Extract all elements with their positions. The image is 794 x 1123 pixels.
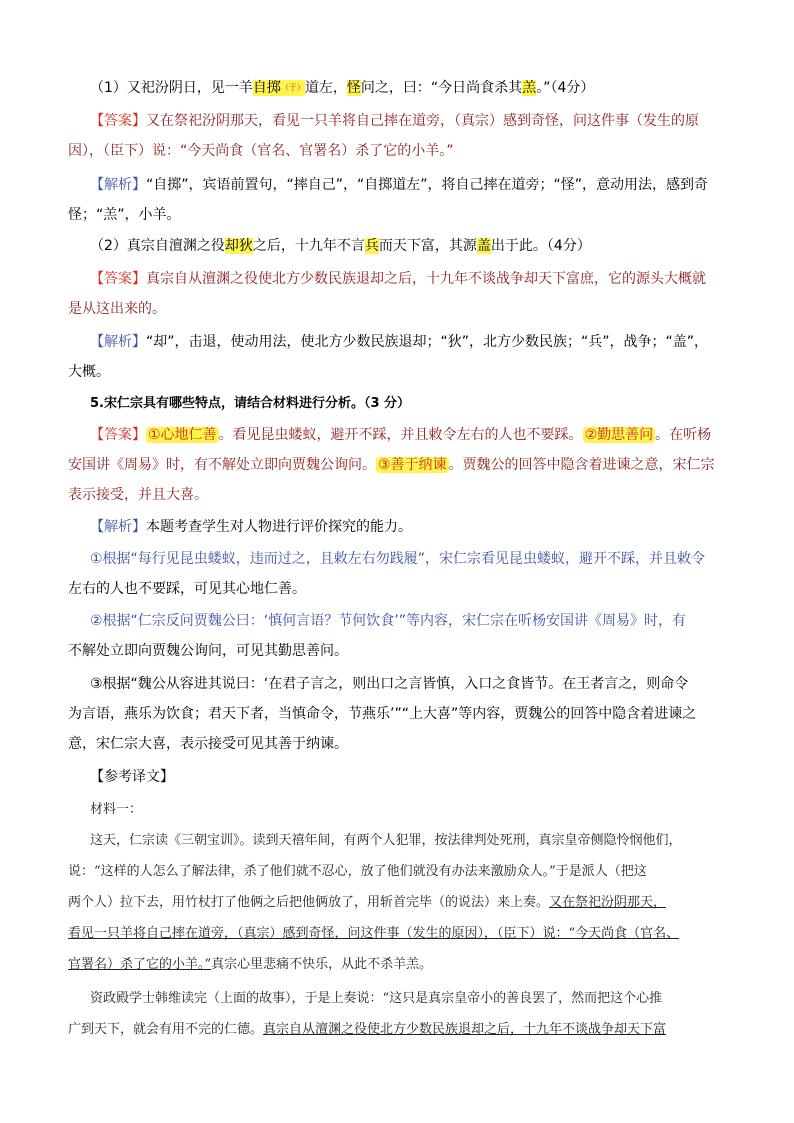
q2-highlight-bing: 兵 (364, 238, 379, 254)
q2-analysis: 【解析】“却”，击退，使动用法，使北方少数民族退却；“狄”，北方少数民族；“兵”，战争；“盖”， (90, 334, 709, 350)
q5-point-1: ①根据“每行见昆虫蝼蚁，违而过之，且敕左右勿践履”，宋仁宗看见昆虫蝼蚁，避开不踩，并且敕令 (90, 551, 706, 567)
q2-answer: 【答案】真宗自从澶渊之役使北方少数民族退却之后，十九年不谈战争却天下富庶，它的源头大概就 (90, 271, 706, 287)
q5-point-2-line2: 不解处立即向贾魏公询问，可见其勤思善问。 (68, 643, 348, 659)
q5-point-3-line2: 为言语，燕乐为饮食；君天下者，当慎命令，节燕乐’”“上大喜”等内容，贾魏公的回答中隐含着进谏之 (68, 706, 697, 722)
q5-point-1-line2: 左右的人也不要踩，可见其心地仁善。 (68, 581, 306, 597)
q1-analysis: 【解析】“自掷”，宾语前置句，“摔自己”，“自掷道左”，将自己摔在道旁；“怪”，意动用法，感到奇 (90, 177, 709, 193)
answer-tag: 【答案】 (90, 113, 146, 129)
analysis-tag: 【解析】 (90, 177, 146, 193)
q5-point-3-line3: 意，宋仁宗大喜，表示接受可见其善于纳谏。 (68, 736, 348, 752)
q1-highlight-gao: 羔 (522, 80, 537, 96)
question-1: （1）又祀汾阴日，见一羊自掷（于）道左，怪问之，曰：“今日尚食杀其羔。”（4分） (90, 80, 595, 96)
q2-highlight-gai: 盖 (476, 238, 491, 254)
translation-line-underlined: 看见一只羊将自己摔在道旁，（真宗）感到奇怪，问这件事（发生的原因），（臣下）说：“今天尚食（官名、 (68, 926, 680, 941)
material-one-label: 材料一： (90, 802, 143, 817)
translation-line: 两个人）拉下去，用竹杖打了他俩之后把他俩放了，用斩首完毕（的说法）来上奏。又在祭祀汾阴那天， (68, 895, 667, 910)
translation-heading: 【参考译文】 (90, 769, 174, 785)
q1-highlight-guai: 怪 (346, 80, 361, 96)
q5-key-3: ③善于纳谏 (378, 457, 447, 473)
question-2: （2）真宗自澶渊之役却狄之后，十九年不言兵而天下富，其源盖出于此。（4分） (90, 238, 591, 254)
q5-point-3: ③根据“魏公从容进其说曰：‘在君子言之，则出口之言皆慎，入口之食皆节。在王者言之，则命令 (90, 676, 689, 692)
q5-analysis: 【解析】本题考查学生对人物进行评价探究的能力。 (90, 519, 412, 535)
q1-analysis-line2: 怪；“羔”，小羊。 (68, 207, 181, 223)
translation-line: 资政殿学士韩维读完（上面的故事），于是上奏说：“这只是真宗皇帝小的善良罢了，然而把这个心推 (90, 991, 663, 1006)
q5-answer-line3: 表示接受，并且大喜。 (68, 487, 208, 503)
q5-answer-line2: 安国讲《周易》时，有不解处立即向贾魏公询问。 ③善于纳谏 。贾魏公的回答中隐含着进谏之意，宋仁宗 (68, 457, 715, 473)
translation-line: 说：“这样的人怎么了解法律，杀了他们就不忍心，放了他们就没有办法来激励众人。”于是派人（把这 (68, 864, 647, 879)
q1-text: （1）又祀汾阴日，见一羊 (90, 80, 253, 96)
translation-line: 官署名）杀了它的小羊。”真宗心里悲痛不快乐，从此不杀羊羔。 (68, 957, 433, 972)
q2-answer-line2: 是从这出来的。 (68, 301, 166, 317)
q1-highlight-zizhi: 自掷（于） (252, 80, 305, 96)
question-5-title: 5.宋仁宗具有哪些特点，请结合材料进行分析。（3 分） (90, 396, 411, 411)
q2-highlight-queди: 却狄 (224, 238, 253, 254)
translation-line: 广到天下，就会有用不完的仁德。真宗自从澶渊之役使北方少数民族退却之后，十九年不谈战争却天下富 (68, 1022, 667, 1037)
q5-key-2: ②勤思善问 (584, 427, 654, 443)
q1-answer-line2: 因），（臣下）说：“今天尚食（官名、官署名）杀了它的小羊。” (68, 143, 454, 159)
q2-analysis-line2: 大概。 (68, 364, 110, 380)
q5-key-1: ①心地仁善 (148, 427, 217, 443)
translation-line: 这天，仁宗读《三朝宝训》。读到天禧年间，有两个人犯罪，按法律判处死刑，真宗皇帝侧隐怜悯他们， (90, 833, 682, 848)
q5-answer: 【答案】 ①心地仁善 。看见昆虫蝼蚁，避开不踩，并且敕令左右的人也不要踩。 ②勤思善问 。在听杨 (90, 427, 712, 443)
q1-answer: 【答案】又在祭祀汾阴那天，看见一只羊将自己摔在道旁，（真宗）感到奇怪，问这件事（发生的原 (90, 113, 699, 129)
q5-point-2: ②根据“仁宗反问贾魏公曰：‘慎何言语？节何饮食’”等内容，宋仁宗在听杨安国讲《周易》时，有 (90, 613, 686, 629)
